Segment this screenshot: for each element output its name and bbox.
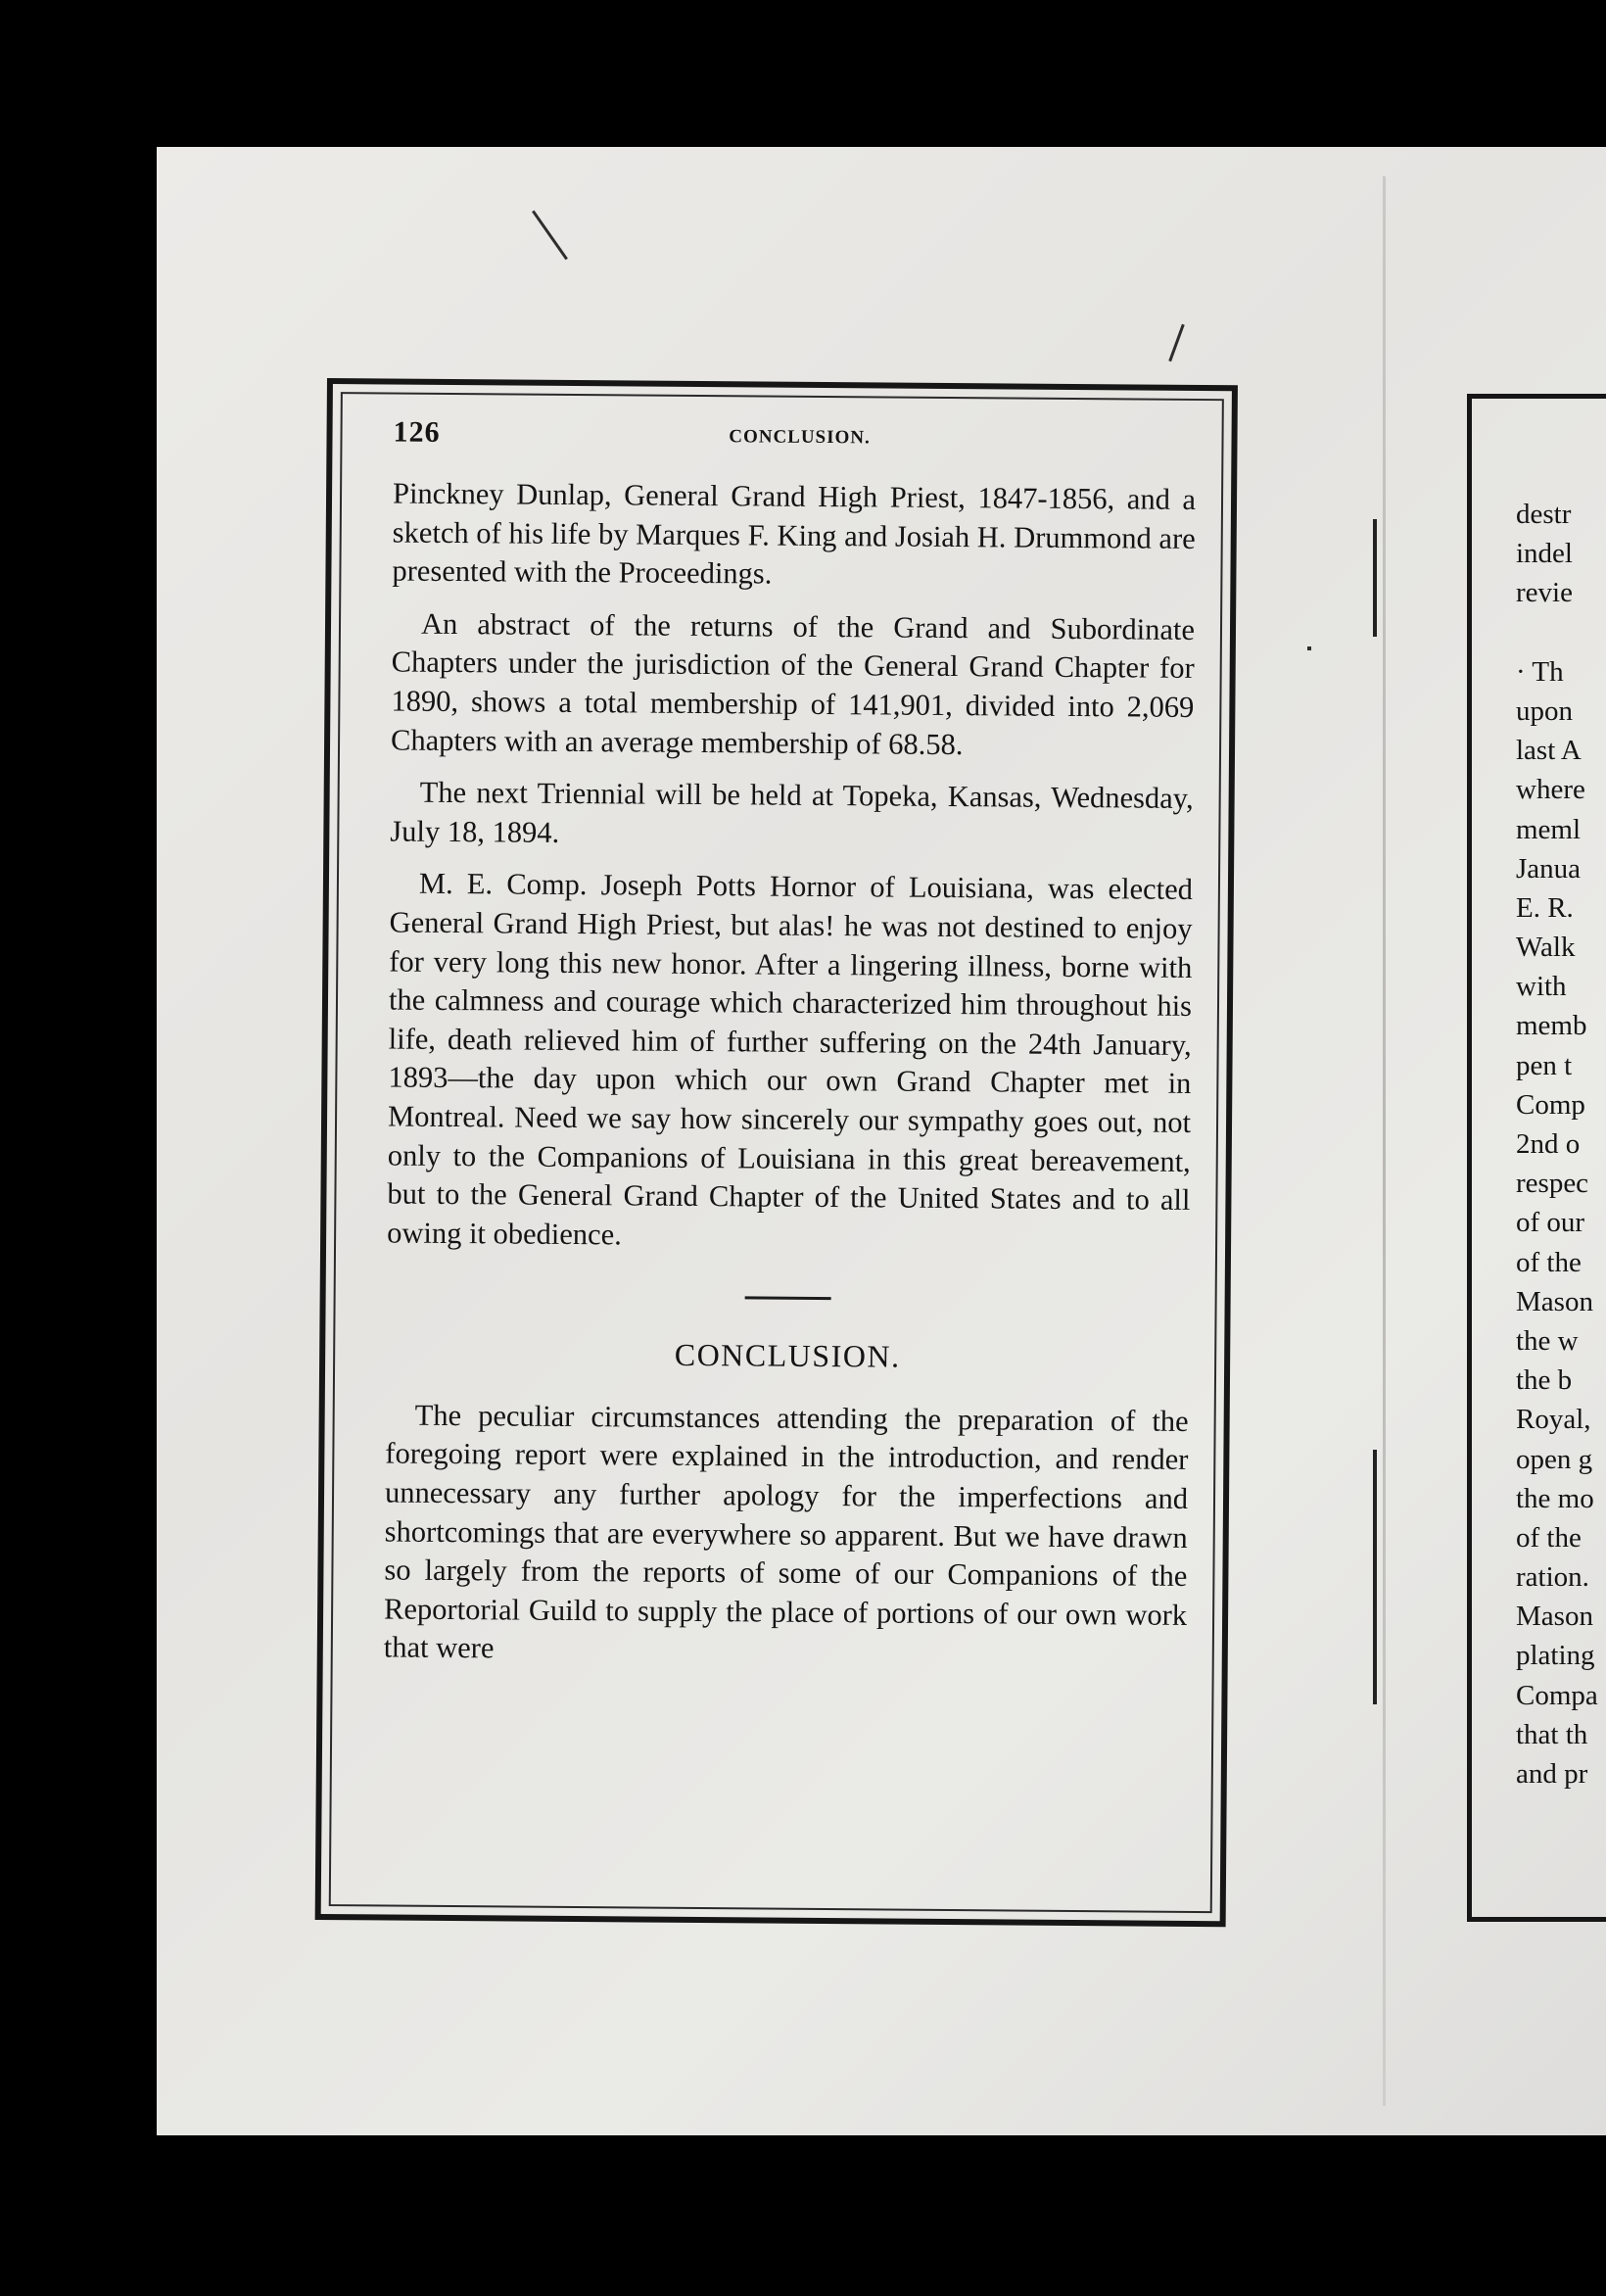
adjacent-line: revie xyxy=(1516,577,1573,609)
adjacent-line: Mason xyxy=(1516,1601,1593,1633)
adjacent-line: the mo xyxy=(1516,1482,1594,1514)
binding-mark xyxy=(1373,519,1377,637)
adjacent-line: upon xyxy=(1516,694,1573,727)
adjacent-line: of the xyxy=(1516,1246,1582,1278)
section-divider xyxy=(745,1297,831,1301)
adjacent-line: Royal, xyxy=(1516,1404,1591,1436)
adjacent-line: E. R. xyxy=(1516,891,1574,924)
page-fold-line xyxy=(1383,176,1386,2106)
adjacent-page-text xyxy=(1516,495,1606,1794)
adjacent-line: Walk xyxy=(1516,932,1576,964)
adjacent-line: respec xyxy=(1516,1168,1589,1200)
page-number: 126 xyxy=(393,415,441,449)
adjacent-line: Compa xyxy=(1516,1679,1598,1711)
adjacent-line: Janua xyxy=(1516,852,1582,885)
adjacent-line: and pr xyxy=(1516,1758,1588,1790)
adjacent-line: where xyxy=(1516,774,1585,806)
adjacent-line: Comp xyxy=(1516,1088,1585,1121)
section-heading: CONCLUSION. xyxy=(674,1337,901,1374)
adjacent-line: of our xyxy=(1516,1207,1585,1239)
adjacent-line: plating xyxy=(1516,1640,1595,1672)
paragraph-hornor: M. E. Comp. Joseph Potts Hornor of Louisiana, was elected General Grand High Priest, but alas! he was not destined to enjoy for very long this new honor. After a lingering illness, borne with the calmness and courage which characterized him throughout his life, death relieved him of further suffering on the 24th January, 1893—the day upon which our own Grand Chapter met in Montreal. Need we say how sincerely our sympathy goes out, not only to the Companions of Louisiana in this great bereavement, but to the General Grand Chapter of the United States and to all owing it obedience. xyxy=(387,867,1194,1252)
adjacent-line: of the xyxy=(1516,1521,1582,1554)
adjacent-line: meml xyxy=(1516,813,1582,845)
adjacent-line: · Th xyxy=(1516,655,1564,688)
scan-speck xyxy=(1307,646,1311,650)
adjacent-line: pen t xyxy=(1516,1049,1573,1081)
paragraph-next-triennial: The next Triennial will be held at Topeka, Kansas, Wednesday, July 18, 1894. xyxy=(390,775,1194,849)
page-border xyxy=(315,378,1238,1927)
adjacent-line: last A xyxy=(1516,735,1582,767)
adjacent-line: open g xyxy=(1516,1443,1593,1475)
adjacent-line: that th xyxy=(1516,1718,1588,1750)
adjacent-line: ration. xyxy=(1516,1561,1589,1594)
adjacent-line: indel xyxy=(1516,538,1573,570)
adjacent-line: Mason xyxy=(1516,1285,1593,1317)
running-title: CONCLUSION. xyxy=(729,426,871,449)
paragraph-conclusion: The peculiar circumstances attending the preparation of the foregoing report were explained in the introduction, and render unnecessary any further apology for the imperfections and shortcomings that are everywhere so apparent. But we have drawn so largely from the reports of some of our Companions of the Reportorial Guild to supply the place of portions of our own work that were xyxy=(383,1398,1189,1665)
paragraph-membership-abstract: An abstract of the returns of the Grand and Subordinate Chapters under the jurisdiction of the General Grand Chapter for 1890, shows a total membership of 141,901, divided into 2,069 Chapters with an average membership of 68.58. xyxy=(390,606,1196,761)
adjacent-line: memb xyxy=(1516,1010,1587,1042)
page-header xyxy=(393,416,1205,462)
adjacent-line: 2nd o xyxy=(1516,1128,1581,1160)
adjacent-line: destr xyxy=(1516,499,1572,530)
body-text xyxy=(384,475,1197,1688)
adjacent-line: with xyxy=(1516,971,1567,1003)
binding-mark xyxy=(1373,1450,1377,1704)
adjacent-line xyxy=(1516,613,1606,652)
paragraph-dunlap: Pinckney Dunlap, General Grand High Priest, 1847-1856, and a sketch of his life by Marques F. King and Josiah H. Drummond are presented with the Proceedings. xyxy=(392,476,1197,591)
adjacent-line: the b xyxy=(1516,1364,1573,1397)
adjacent-line: the w xyxy=(1516,1324,1579,1357)
